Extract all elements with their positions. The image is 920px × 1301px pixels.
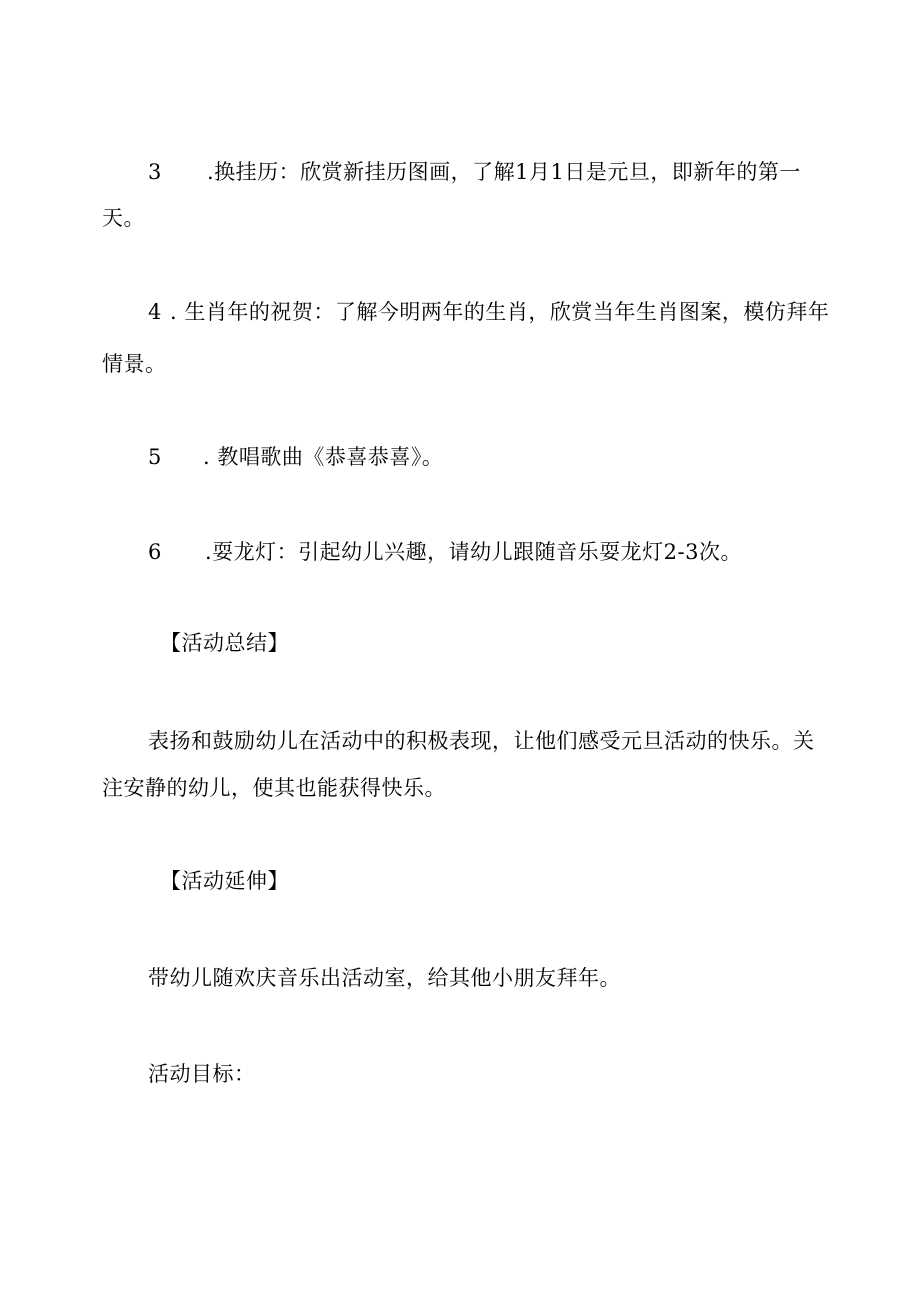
item-4-text-line1: . 生肖年的祝贺：了解今明两年的生肖，欣赏当年生肖图案，模仿拜年: [170, 300, 830, 324]
item-6-number: 6: [148, 540, 162, 564]
item-6-text-line1: .耍龙灯：引起幼儿兴趣，请幼儿跟随音乐耍龙灯2-3次。: [205, 540, 742, 564]
item-4-number: 4: [148, 300, 162, 324]
summary-text-line2: 注安静的幼儿，使其也能获得快乐。: [102, 776, 446, 800]
item-5-number: 5: [148, 445, 162, 469]
item-3-text-line1: .换挂历：欣赏新挂历图画，了解1月1日是元旦，即新年的第一: [207, 160, 801, 184]
summary-heading: 【活动总结】: [160, 631, 289, 655]
goals-heading: 活动目标：: [148, 1062, 256, 1086]
extension-text-line1: 带幼儿随欢庆音乐出活动室，给其他小朋友拜年。: [148, 966, 621, 990]
item-3-text-line2: 天。: [102, 206, 145, 230]
item-4-text-line2: 情景。: [102, 352, 167, 376]
item-5-text-line1: . 教唱歌曲《恭喜恭喜》。: [203, 445, 444, 469]
summary-text-line1: 表扬和鼓励幼儿在活动中的积极表现，让他们感受元旦活动的快乐。关: [148, 729, 815, 753]
extension-heading: 【活动延伸】: [160, 869, 289, 893]
item-3-number: 3: [148, 160, 162, 184]
